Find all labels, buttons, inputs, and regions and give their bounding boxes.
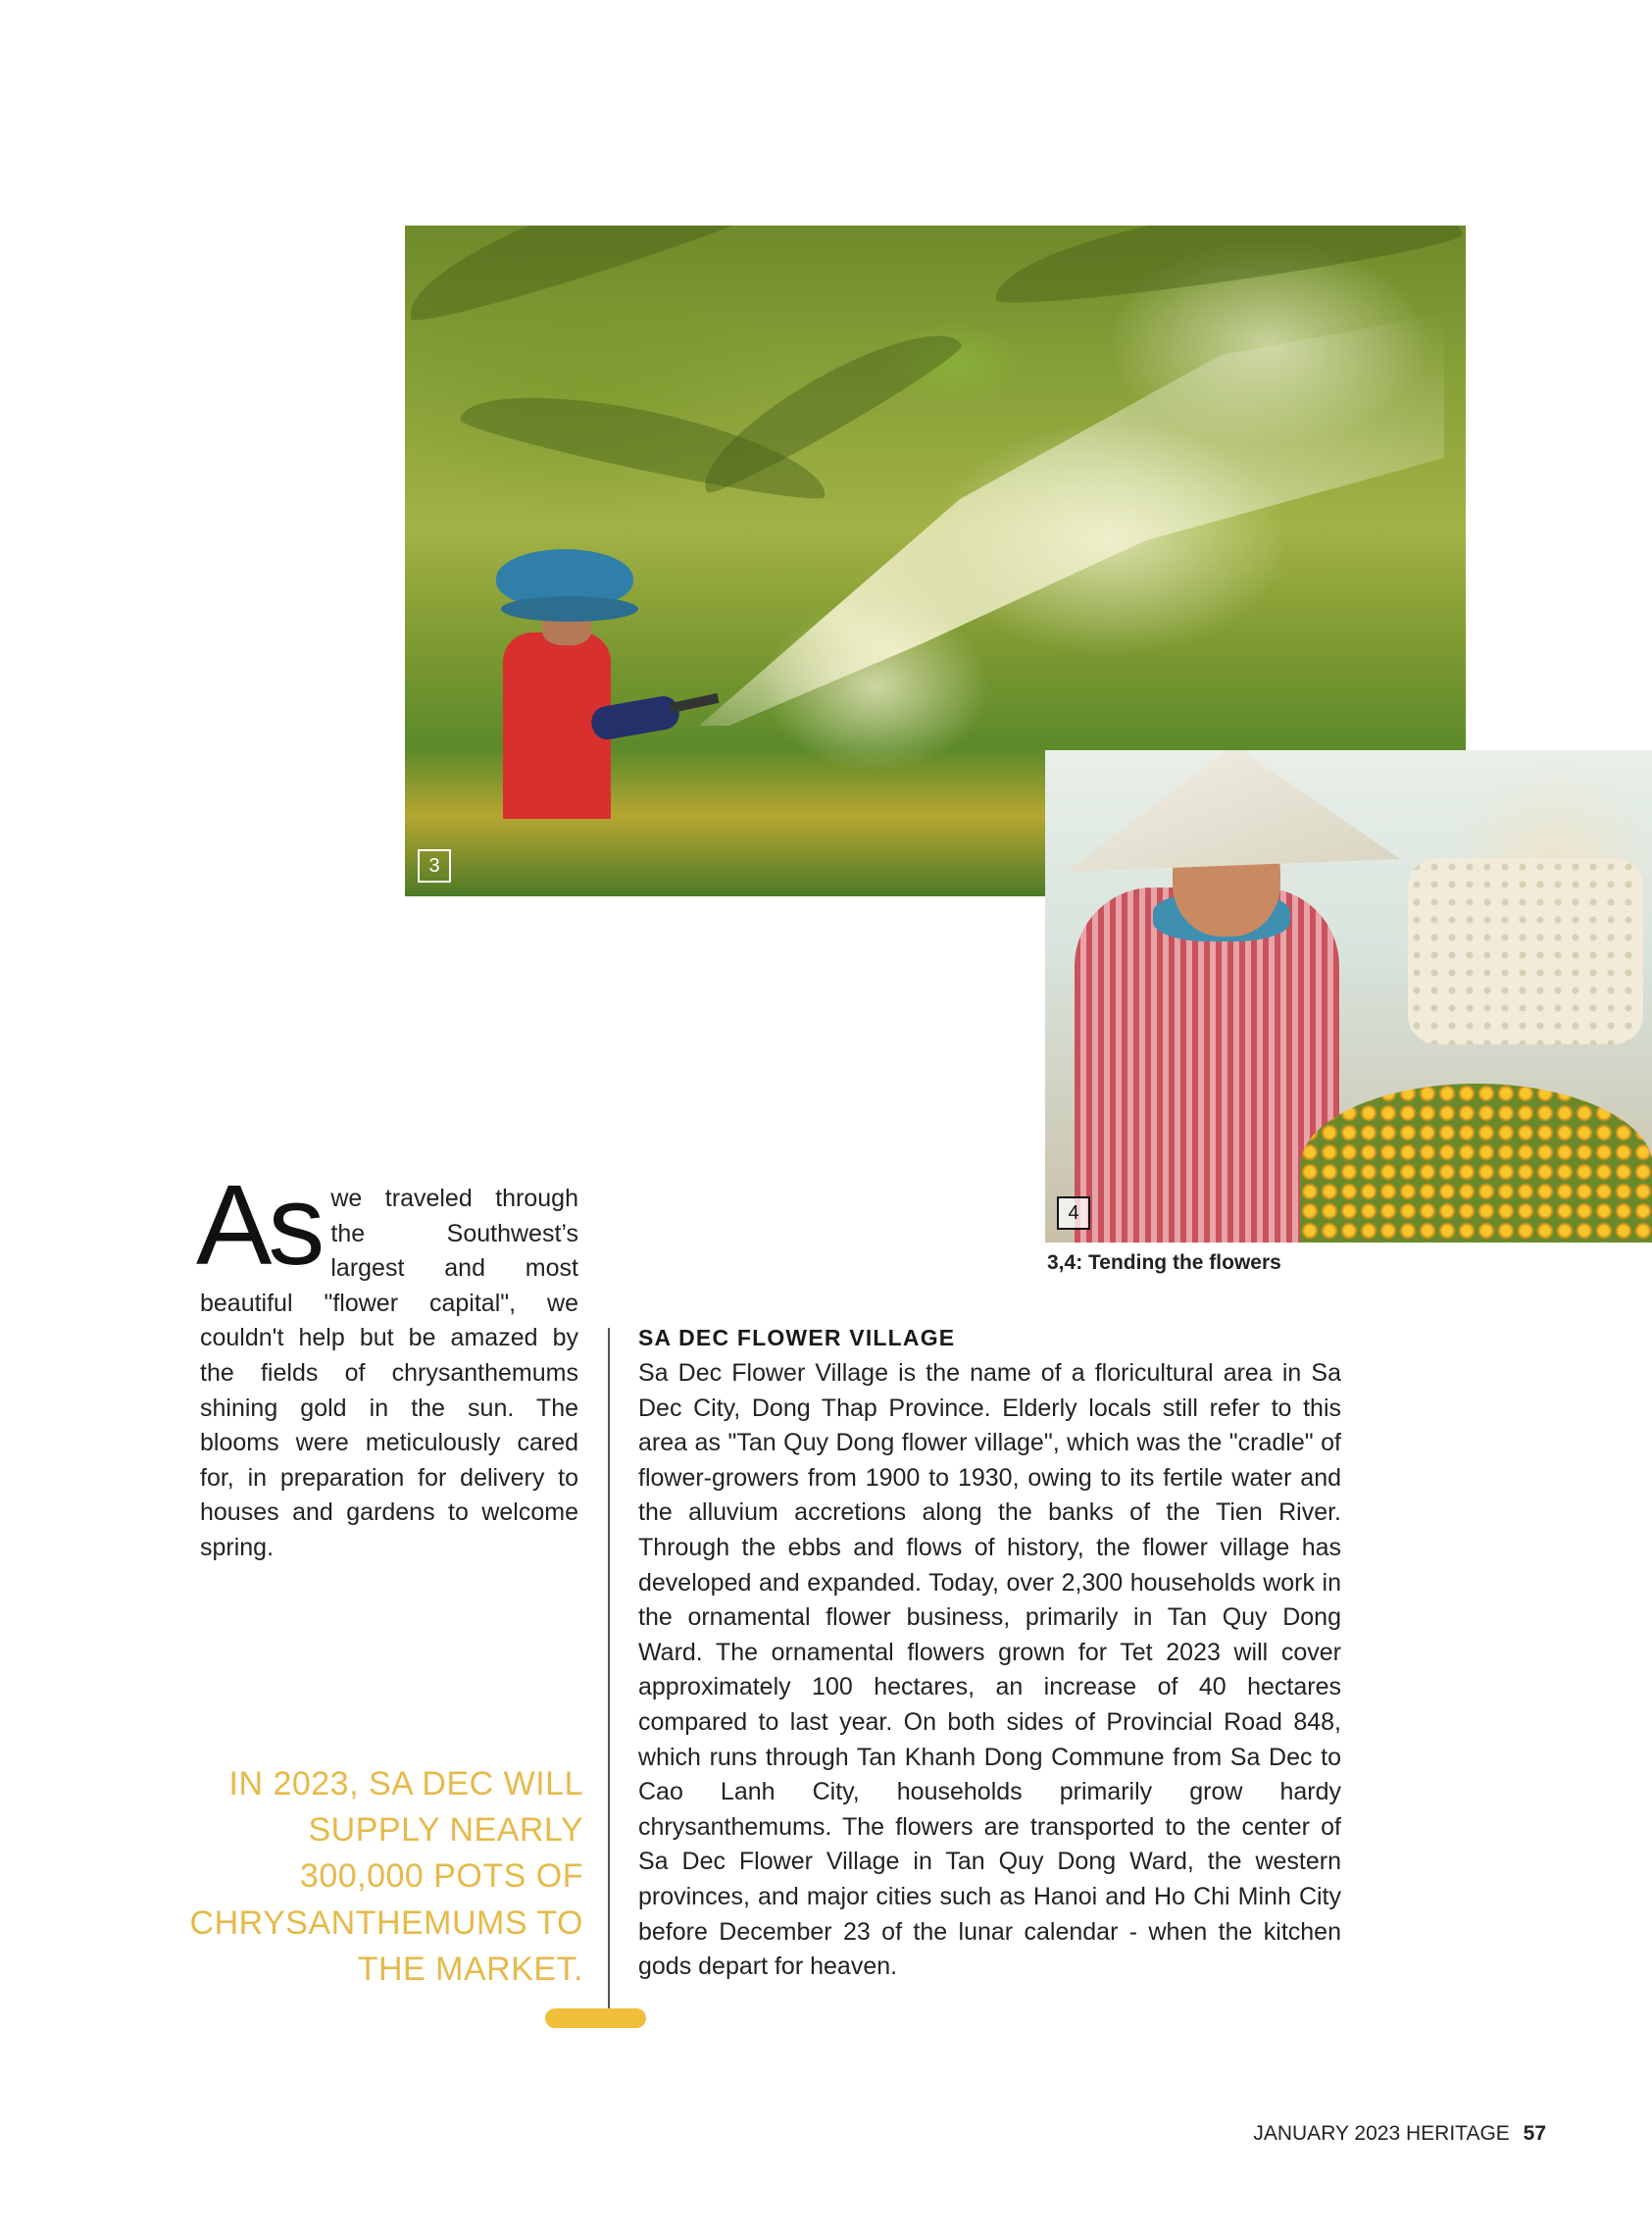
palm-leaf-shape (685, 308, 967, 502)
drop-cap: As (196, 1161, 322, 1289)
conical-hat (1067, 750, 1400, 872)
section-heading: SA DEC FLOWER VILLAGE (638, 1325, 956, 1350)
worker-hat-brim (501, 596, 638, 622)
column-divider (608, 1328, 610, 2009)
water-spray (699, 314, 1444, 726)
chrysanthemum-pots (1300, 1084, 1652, 1243)
page-footer (1253, 2122, 1546, 2146)
intro-paragraph (196, 1161, 578, 1566)
photo-caption: 3,4: Tending the flowers (1047, 1251, 1281, 1274)
footer-issue: JANUARY 2023 (1253, 2122, 1401, 2145)
shade-cloth (1408, 858, 1643, 1044)
intro-text: we traveled through the Southwest’s largest and most beautiful "flower capital", we couldn't help but be amazed by the fields of chrysanthemums shining gold in the sun. The blooms were meticulously cared for, in preparation for delivery to houses and gardens to welcome spring. (200, 1185, 578, 1561)
section-body: Sa Dec Flower Village is the name of a floricultural area in Sa Dec City, Dong Thap Province. Elderly locals still refer to this area as "Tan Quy Dong flower village", which was the "cradle" of flower-growers from 1900 to 1930, owing to its fertile water and the alluvium accretions along the banks of the Tien River. Through the ebbs and flows of history, the flower village has developed and expanded. Today, over 2,300 households work in the ornamental flower business, primarily in Tan Quy Dong Ward. The ornamental flowers grown for Tet 2023 will cover approximately 100 hectares, an increase of 40 hectares compared to last year. On both sides of Provincial Road 848, which runs through Tan Khanh Dong Commune from Sa Dec to Cao Lanh City, households primarily grow hardy chrysanthemums. The flowers are transported to the center of Sa Dec Flower Village in Tan Quy Dong Ward, the western provinces, and major cities such as Hanoi and Ho Chi Minh City before December 23 of the lunar calendar - when the kitchen gods depart for heaven. (638, 1359, 1341, 1981)
palm-leaf-shape (988, 226, 1464, 314)
hose-nozzle (670, 693, 720, 713)
accent-bar (545, 2008, 646, 2028)
photo-number-3: 3 (418, 849, 451, 883)
page-number: 57 (1523, 2122, 1546, 2145)
photo-woman-tending (1045, 750, 1652, 1243)
pull-quote: IN 2023, SA DEC WILL SUPPLY NEARLY 300,000 POTS OF CHRYSANTHEMUMS TO THE MARKET. (189, 1765, 583, 1988)
footer-magazine: HERITAGE (1406, 2122, 1510, 2145)
photo-number-4: 4 (1057, 1196, 1090, 1230)
palm-leaf-shape (405, 226, 807, 331)
